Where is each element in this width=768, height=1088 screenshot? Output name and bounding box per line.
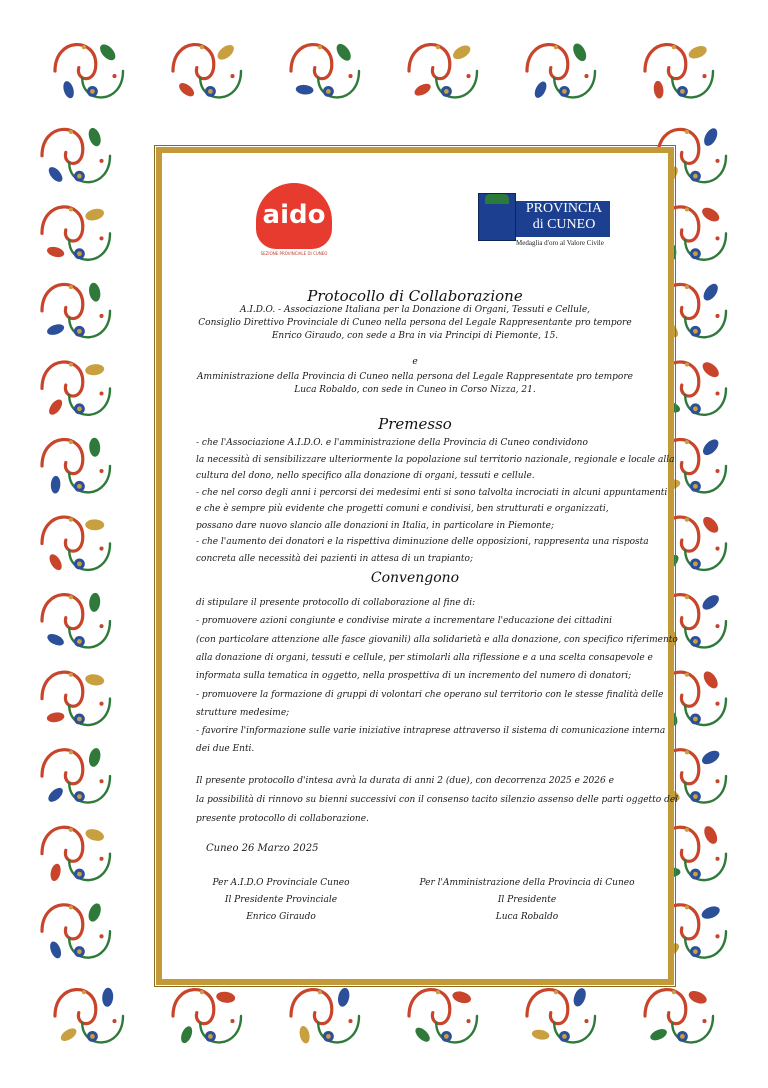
leaf-icon — [49, 863, 62, 882]
vine-scroll — [55, 45, 96, 79]
berry-icon — [348, 74, 352, 78]
berry-icon — [685, 207, 689, 211]
vine-scroll — [42, 129, 83, 163]
convengono-line: (con particolare attenzione alle fasce giovanili) alla solidarietà e alla donazione, con specifico riferimento — [196, 634, 678, 645]
premesso-line: e che è sempre più evidente che progetti comuni e condivisi, ben strutturati e organizzati, — [196, 504, 609, 514]
leaf-icon — [687, 44, 709, 61]
signature-right-line: Il Presidente — [497, 895, 557, 905]
signature-left-line: Il Presidente Provinciale — [224, 895, 338, 905]
convengono-line: di stipulare il presente protocollo di collaborazione al fine di: — [196, 598, 476, 608]
premesso-line: cultura del dono, nello specifico alla donazione di organi, tessuti e cellule. — [196, 471, 535, 481]
vine-scroll — [645, 45, 686, 79]
convengono-line: - promuovere azioni congiunte e condivise mirate a incrementare l'educazione dei cittadini — [196, 616, 613, 627]
berry-icon — [685, 750, 689, 754]
berry-icon — [69, 130, 73, 134]
aido-logo-word: aido — [262, 200, 326, 230]
leaf-icon — [89, 437, 101, 457]
provincia-name-line2: di CUNEO — [532, 217, 596, 232]
berry-icon — [99, 934, 103, 938]
leaf-icon — [46, 632, 66, 648]
provincia-motto: Medaglia d'oro al Valore Civile — [516, 239, 604, 247]
berry-icon — [99, 857, 103, 861]
leaf-icon — [701, 281, 721, 303]
flower-center-icon — [77, 794, 82, 799]
berry-icon — [318, 45, 322, 49]
aido-logo — [254, 183, 334, 257]
leaf-icon — [700, 748, 722, 767]
flower-center-icon — [693, 872, 698, 877]
signature-left-line: Per A.I.D.O Provinciale Cuneo — [212, 878, 350, 888]
aido-logo-subtitle: SEZIONE PROVINCIALE DI CUNEO — [260, 251, 328, 256]
berry-icon — [82, 45, 86, 49]
berry-icon — [584, 74, 588, 78]
berry-icon — [685, 673, 689, 677]
berry-icon — [715, 314, 719, 318]
convengono-line: - favorire l'informazione sulle varie iniziative intraprese attraverso il sistema di comunicazione interna — [196, 726, 666, 737]
leaf-icon — [177, 80, 197, 99]
flower-center-icon — [680, 89, 685, 94]
vine-scroll — [42, 750, 83, 784]
vine-scroll — [42, 440, 83, 474]
berry-icon — [69, 828, 73, 832]
berry-icon — [715, 469, 719, 473]
berry-icon — [685, 905, 689, 909]
flower-center-icon — [77, 484, 82, 489]
berry-icon — [82, 990, 86, 994]
leaf-icon — [61, 80, 75, 100]
berry-icon — [685, 595, 689, 599]
leaf-icon — [84, 207, 105, 222]
leaf-icon — [102, 987, 114, 1007]
berry-icon — [715, 547, 719, 551]
leaf-icon — [413, 1025, 432, 1044]
vine-scroll — [409, 45, 450, 79]
vine-scroll — [42, 595, 83, 629]
party2-line: Amministrazione della Provincia di Cuneo nella persona del Legale Rappresentate pro tempore — [197, 372, 633, 382]
leaf-icon — [50, 476, 60, 494]
convengono-line: strutture medesime; — [196, 707, 290, 718]
leaf-icon — [571, 41, 589, 63]
berry-icon — [69, 905, 73, 909]
flower-center-icon — [693, 251, 698, 256]
berry-icon — [99, 314, 103, 318]
flower-center-icon — [680, 1034, 685, 1039]
vine-scroll — [42, 517, 83, 551]
flower-center-icon — [90, 1034, 95, 1039]
vine-scroll — [42, 207, 83, 241]
leaf-icon — [86, 126, 102, 148]
leaf-icon — [84, 673, 105, 687]
vine-scroll — [527, 45, 568, 79]
berry-icon — [715, 159, 719, 163]
berry-icon — [99, 547, 103, 551]
leaf-icon — [84, 827, 105, 843]
berry-icon — [99, 159, 103, 163]
berry-icon — [436, 45, 440, 49]
vine-scroll — [409, 990, 450, 1024]
flower-center-icon — [693, 794, 698, 799]
berry-icon — [69, 363, 73, 367]
berry-icon — [715, 857, 719, 861]
berry-icon — [99, 702, 103, 706]
berry-icon — [715, 236, 719, 240]
berry-icon — [230, 1019, 234, 1023]
leaf-icon — [334, 41, 354, 63]
berry-icon — [99, 624, 103, 628]
berry-icon — [69, 750, 73, 754]
vine-scroll — [173, 990, 214, 1024]
vine-scroll — [42, 362, 83, 396]
berry-icon — [230, 74, 234, 78]
vine-scroll — [42, 672, 83, 706]
flower-center-icon — [693, 562, 698, 567]
leaf-icon — [701, 669, 721, 691]
convengono-line: - promuovere la formazione di gruppi di volontari che operano sul territorio con le stesse finalità delle — [196, 689, 664, 700]
vine-scroll — [42, 905, 83, 939]
leaf-icon — [87, 747, 102, 768]
berry-icon — [99, 236, 103, 240]
premesso-line: la necessità di sensibilizzare ulteriormente la popolazione sul territorio nazionale, regionale e locale alla — [196, 454, 675, 465]
vine-scroll — [645, 990, 686, 1024]
flower-center-icon — [693, 174, 698, 179]
vine-scroll — [55, 990, 96, 1024]
premesso-line: - che l'aumento dei donatori e la rispettiva diminuzione delle opposizioni, rappresenta una risposta — [196, 537, 649, 547]
duration-line: presente protocollo di collaborazione. — [196, 814, 369, 824]
berry-icon — [436, 990, 440, 994]
flower-center-icon — [693, 639, 698, 644]
document-title: Protocollo di Collaborazione — [307, 287, 523, 305]
flower-center-icon — [77, 251, 82, 256]
berry-icon — [685, 285, 689, 289]
provincia-crest-icon — [478, 193, 516, 241]
leaf-icon — [700, 359, 722, 380]
flower-center-icon — [77, 562, 82, 567]
signature-left-line: Enrico Giraudo — [246, 912, 316, 922]
flower-center-icon — [208, 1034, 213, 1039]
leaf-icon — [47, 552, 64, 572]
vine-scroll — [42, 284, 83, 318]
leaf-icon — [85, 363, 105, 376]
berry-icon — [348, 1019, 352, 1023]
flower-center-icon — [77, 717, 82, 722]
leaf-icon — [451, 43, 473, 62]
berry-icon — [554, 990, 558, 994]
berry-icon — [69, 518, 73, 522]
conjunction: e — [412, 357, 418, 367]
flower-center-icon — [562, 1034, 567, 1039]
leaf-icon — [215, 42, 237, 62]
vine-scroll — [527, 990, 568, 1024]
berry-icon — [702, 74, 706, 78]
berry-icon — [685, 440, 689, 444]
premesso-line: - che l'Associazione A.I.D.O. e l'amministrazione della Provincia di Cuneo condividono — [196, 438, 588, 448]
leaf-icon — [46, 711, 65, 723]
premesso-line: possano dare nuovo slancio alle donazioni in Italia, in particolare in Piemonte; — [196, 520, 555, 531]
berry-icon — [715, 702, 719, 706]
party1-line: A.I.D.O. - Associazione Italiana per la Donazione di Organi, Tessuti e Cellule, — [239, 305, 591, 315]
leaf-icon — [336, 987, 351, 1008]
leaf-icon — [687, 988, 709, 1006]
berry-icon — [715, 391, 719, 395]
berry-icon — [112, 1019, 116, 1023]
leaf-icon — [179, 1025, 194, 1045]
provincia-logo — [478, 183, 638, 253]
convengono-heading: Convengono — [370, 570, 460, 586]
berry-icon — [99, 391, 103, 395]
flower-center-icon — [77, 329, 82, 334]
leaf-icon — [649, 1027, 669, 1043]
leaf-icon — [413, 81, 433, 98]
premesso-heading: Premesso — [378, 415, 452, 433]
leaf-icon — [451, 989, 472, 1005]
flower-center-icon — [77, 174, 82, 179]
leaf-icon — [88, 282, 102, 303]
leaf-icon — [85, 519, 104, 530]
flower-center-icon — [693, 717, 698, 722]
leaf-icon — [46, 785, 65, 804]
berry-icon — [715, 779, 719, 783]
berry-icon — [200, 45, 204, 49]
berry-icon — [715, 934, 719, 938]
party2-line: Luca Robaldo, con sede in Cuneo in Corso Nizza, 21. — [294, 385, 536, 395]
vine-scroll — [291, 990, 332, 1024]
signature-right-line: Luca Robaldo — [495, 912, 559, 922]
berry-icon — [69, 440, 73, 444]
leaf-icon — [700, 592, 722, 612]
leaf-icon — [59, 1026, 79, 1044]
leaf-icon — [46, 245, 66, 259]
berry-icon — [715, 624, 719, 628]
berry-icon — [584, 1019, 588, 1023]
premesso-line: concreta alle necessità dei pazienti in attesa di un trapianto; — [196, 553, 473, 564]
leaf-icon — [653, 80, 665, 99]
leaf-icon — [700, 205, 722, 224]
berry-icon — [685, 518, 689, 522]
ornamental-border — [30, 25, 738, 1062]
berry-icon — [112, 74, 116, 78]
leaf-icon — [86, 902, 103, 924]
leaf-icon — [295, 84, 313, 95]
flower-center-icon — [444, 89, 449, 94]
duration-line: Il presente protocollo d'intesa avrà la durata di anni 2 (due), con decorrenza 2025 e 2026 e — [196, 776, 614, 786]
leaf-icon — [88, 592, 100, 612]
vine-scroll — [42, 827, 83, 861]
vine-scroll — [173, 45, 214, 79]
leaf-icon — [97, 42, 118, 63]
leaf-icon — [48, 940, 63, 960]
berry-icon — [702, 1019, 706, 1023]
flower-center-icon — [326, 1034, 331, 1039]
leaf-icon — [531, 1028, 550, 1040]
flower-center-icon — [444, 1034, 449, 1039]
leaf-icon — [532, 80, 549, 100]
flower-center-icon — [326, 89, 331, 94]
flower-center-icon — [693, 949, 698, 954]
vine-scroll — [291, 45, 332, 79]
duration-line: la possibilità di rinnovo su bienni successivi con il consenso tacito silenzio assenso delle parti oggetto del — [196, 795, 679, 805]
berry-icon — [200, 990, 204, 994]
berry-icon — [685, 828, 689, 832]
document-panel — [156, 147, 679, 985]
place-date: Cuneo 26 Marzo 2025 — [206, 843, 319, 854]
crest-crown-icon — [485, 194, 509, 204]
flower-center-icon — [693, 484, 698, 489]
leaf-icon — [700, 514, 721, 535]
berry-icon — [672, 990, 676, 994]
leaf-icon — [216, 991, 236, 1004]
flower-center-icon — [77, 949, 82, 954]
leaf-icon — [700, 437, 721, 458]
leaf-icon — [46, 397, 64, 417]
flower-center-icon — [77, 406, 82, 411]
provincia-name — [518, 201, 610, 233]
convengono-line: informata sulla tematica in oggetto, nella prospettiva di un incremento del numero di donatori; — [196, 671, 632, 682]
party1-line: Enrico Giraudo, con sede a Bra in via Principi di Piemonte, 15. — [271, 331, 559, 341]
leaf-icon — [46, 165, 65, 185]
flower-center-icon — [208, 89, 213, 94]
leaf-icon — [702, 824, 720, 846]
convengono-line: dei due Enti. — [196, 744, 255, 755]
flower-center-icon — [693, 329, 698, 334]
flower-center-icon — [77, 639, 82, 644]
berry-icon — [69, 285, 73, 289]
berry-icon — [685, 363, 689, 367]
provincia-name-line1: PROVINCIA — [525, 201, 603, 216]
berry-icon — [685, 130, 689, 134]
berry-icon — [466, 74, 470, 78]
berry-icon — [69, 595, 73, 599]
signature-right-line: Per l'Amministrazione della Provincia di Cuneo — [419, 878, 635, 888]
berry-icon — [466, 1019, 470, 1023]
leaf-icon — [46, 322, 66, 337]
berry-icon — [318, 990, 322, 994]
convengono-line: alla donazione di organi, tessuti e cellule, per stimolarli alla riflessione e a una scelta consapevole e — [196, 652, 653, 663]
leaf-icon — [571, 986, 588, 1008]
flower-center-icon — [693, 406, 698, 411]
premesso-line: - che nel corso degli anni i percorsi dei medesimi enti si sono talvolta incrociati in alcuni appuntamenti — [196, 487, 668, 498]
berry-icon — [99, 779, 103, 783]
flower-center-icon — [562, 89, 567, 94]
flower-center-icon — [77, 872, 82, 877]
berry-icon — [99, 469, 103, 473]
berry-icon — [672, 45, 676, 49]
berry-icon — [69, 673, 73, 677]
party1-line: Consiglio Direttivo Provinciale di Cuneo nella persona del Legale Rappresentante pro tempore — [198, 318, 632, 328]
leaf-icon — [700, 904, 722, 921]
leaf-icon — [701, 126, 720, 148]
berry-icon — [554, 45, 558, 49]
leaf-icon — [298, 1025, 311, 1044]
flower-center-icon — [90, 89, 95, 94]
berry-icon — [69, 207, 73, 211]
